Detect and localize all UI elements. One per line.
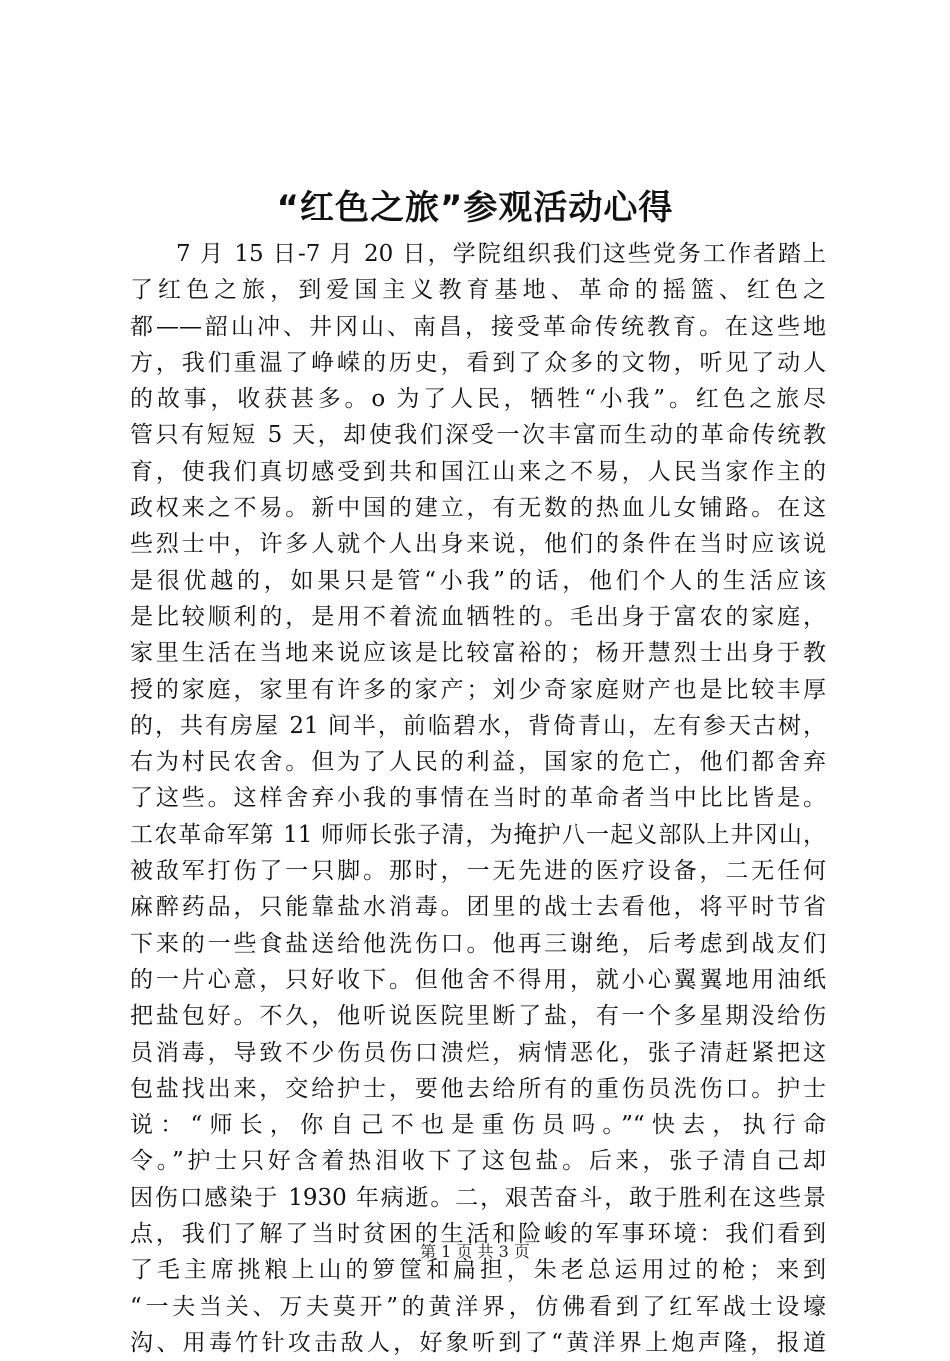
body-line: 沟、用毒竹针攻击敌人，好象听到了“黄洋界上炮声隆，报道: [130, 1329, 826, 1356]
body-line: 下来的一些食盐送给他洗伤口。他再三谢绝，后考虑到战友们: [130, 930, 826, 957]
body-line: 说：“师长，你自己不也是重伤员吗。”“快去，执行命: [130, 1112, 826, 1139]
body-line: 授的家庭，家里有许多的家产；刘少奇家庭财产也是比较丰厚: [130, 676, 826, 703]
page-footer: 第 1 页 共 3 页: [420, 1242, 530, 1261]
body-line: 的，共有房屋 21 间半，前临碧水，背倚青山，左有参天古树，: [130, 712, 826, 739]
body-line: 都——韶山冲、井冈山、南昌，接受革命传统教育。在这些地: [130, 313, 826, 340]
body-line: 右为村民农舍。但为了人民的利益，国家的危亡，他们都舍弃: [130, 749, 826, 776]
body-line: 因伤口感染于 1930 年病逝。二，艰苦奋斗，敢于胜利在这些景: [130, 1184, 826, 1211]
document-body: [130, 236, 826, 1361]
body-line: 麻醉药品，只能靠盐水消毒。团里的战士去看他，将平时节省: [130, 894, 826, 921]
body-line: 些烈士中，许多人就个人出身来说，他们的条件在当时应该说: [130, 531, 826, 558]
body-line: 包盐找出来，交给护士，要他去给所有的重伤员洗伤口。护士: [130, 1075, 826, 1102]
body-line: 了毛主席挑粮上山的箩筐和扁担，朱老总运用过的枪；来到: [130, 1257, 826, 1284]
body-line: 政权来之不易。新中国的建立，有无数的热血儿女铺路。在这: [130, 495, 826, 522]
body-line: 点，我们了解了当时贫困的生活和险峻的军事环境：我们看到: [130, 1221, 826, 1248]
body-line: 了这些。这样舍弃小我的事情在当时的革命者当中比比皆是。: [130, 785, 826, 812]
body-line: 工农革命军第 11 师师长张子清，为掩护八一起义部队上井冈山，: [130, 821, 826, 848]
body-line: 令。”护士只好含着热泪收下了这包盐。后来，张子清自己却: [130, 1148, 826, 1175]
body-line: 员消毒，导致不少伤员伤口溃烂，病情恶化，张子清赶紧把这: [130, 1039, 826, 1066]
body-line: 了红色之旅，到爱国主义教育基地、革命的摇篮、红色之: [130, 277, 826, 304]
document-title: “红色之旅”参观活动心得: [276, 188, 674, 228]
body-line: 的一片心意，只好收下。但他舍不得用，就小心翼翼地用油纸: [130, 966, 826, 993]
body-line: 方，我们重温了峥嵘的历史，看到了众多的文物，听见了动人: [130, 349, 826, 376]
body-line: 是比较顺利的，是用不着流血牺牲的。毛出身于富农的家庭，: [130, 603, 826, 630]
body-line: 的故事，收获甚多。o 为了人民，牺牲“小我”。红色之旅尽: [130, 386, 826, 413]
body-line: 被敌军打伤了一只脚。那时，一无先进的医疗设备，二无任何: [130, 858, 826, 885]
body-line: 把盐包好。不久，他听说医院里断了盐，有一个多星期没给伤: [130, 1003, 826, 1030]
body-line: 管只有短短 5 天，却使我们深受一次丰富而生动的革命传统教: [130, 422, 826, 449]
body-line: 家里生活在当地来说应该是比较富裕的；杨开慧烈士出身于教: [130, 640, 826, 667]
body-line: 7 月 15 日-7 月 20 日，学院组织我们这些党务工作者踏上: [176, 241, 826, 267]
body-line: 育，使我们真切感受到共和国江山来之不易，人民当家作主的: [130, 458, 826, 485]
body-line: “一夫当关、万夫莫开”的黄洋界，仿佛看到了红军战士设壕: [130, 1293, 826, 1320]
body-line: 是很优越的，如果只是管“小我”的话，他们个人的生活应该: [130, 567, 826, 594]
